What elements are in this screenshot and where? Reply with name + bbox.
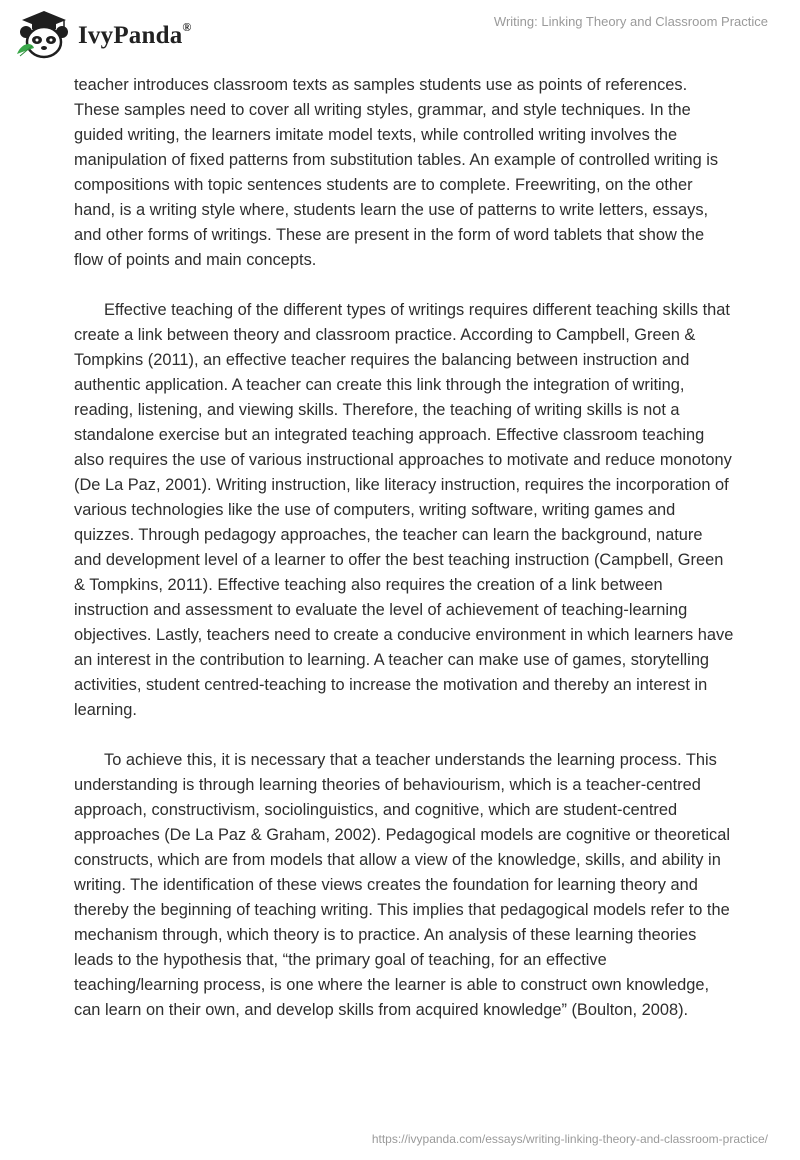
document-title: Writing: Linking Theory and Classroom Practice — [493, 14, 768, 29]
ivypanda-logo[interactable] — [14, 8, 192, 60]
paragraph: teacher introduces classroom texts as samples students use as points of references. These samples need to cover all writing styles, grammar, and style techniques. In the guided writing, the learners imitate model texts, while controlled writing involves the manipulation of fixed patterns from substitution tables. An example of controlled writing is compositions with topic sentences students are to complete. Freewriting, on the other hand, is a writing style where, students learn the use of patterns to write letters, essays, and other forms of writings. These are present in the form of word tablets that show the flow of points and main concepts. — [74, 76, 719, 269]
panda-graduation-cap-icon — [14, 8, 70, 60]
paragraph: Effective teaching of the different types of writings requires different teaching skills that create a link between theory and classroom practice. According to Campbell, Green & Tompkins (2011), an effective teacher requires the balancing between instruction and authentic application. A teacher can create this link through the integration of writing, reading, listening, and viewing skills. Therefore, the teaching of writing skills is not a standalone exercise but an integrated teaching approach. Effective classroom teaching also requires the use of various instructional approaches to motivate and reduce monotony (De La Paz, 2001). Writing instruction, like literacy instruction, requires the incorporation of various technologies like the use of computers, writing software, writing games and quizzes. Through pedagogy approaches, the teacher can learn the background, nature and development level of a learner to offer the best teaching instruction (Campbell, Green & Tompkins, 2011). Effective teaching also requires the creation of a link between instruction and assessment to evaluate the level of achievement of teaching-learning objectives. Lastly, teachers need to create a conducive environment in which learners have an interest in the contribution to learning. A teacher can make use of games, storytelling activities, student centred-teaching to increase the motivation and thereby an interest in learning. — [74, 301, 734, 719]
paragraph: To achieve this, it is necessary that a teacher understands the learning process. This understanding is through learning theories of behaviourism, which is a teacher-centred approach, constructivism, sociolinguistics, and cognitive, which are student-centred approaches (De La Paz & Graham, 2002). Pedagogical models are cognitive or theoretical constructs, which are from models that allow a view of the knowledge, skills, and ability in writing. The identification of these views creates the foundation for learning theory and thereby the beginning of teaching writing. This implies that pedagogical models refer to the mechanism through, which theory is to practice. An analysis of these learning theories leads to the hypothesis that, “the primary goal of teaching, for an effective teaching/learning process, is one where the learner is able to construct own knowledge, can learn on their own, and develop skills from acquired knowledge” (Boulton, 2008). — [74, 751, 730, 1019]
source-url[interactable]: https://ivypanda.com/essays/writing-linking-theory-and-classroom-practice/ — [371, 1132, 768, 1146]
brand-name-text: IvyPanda — [78, 22, 183, 49]
brand-name — [78, 20, 192, 50]
registered-mark: ® — [182, 20, 192, 34]
page-header — [0, 0, 800, 70]
essay-body — [74, 73, 734, 1048]
